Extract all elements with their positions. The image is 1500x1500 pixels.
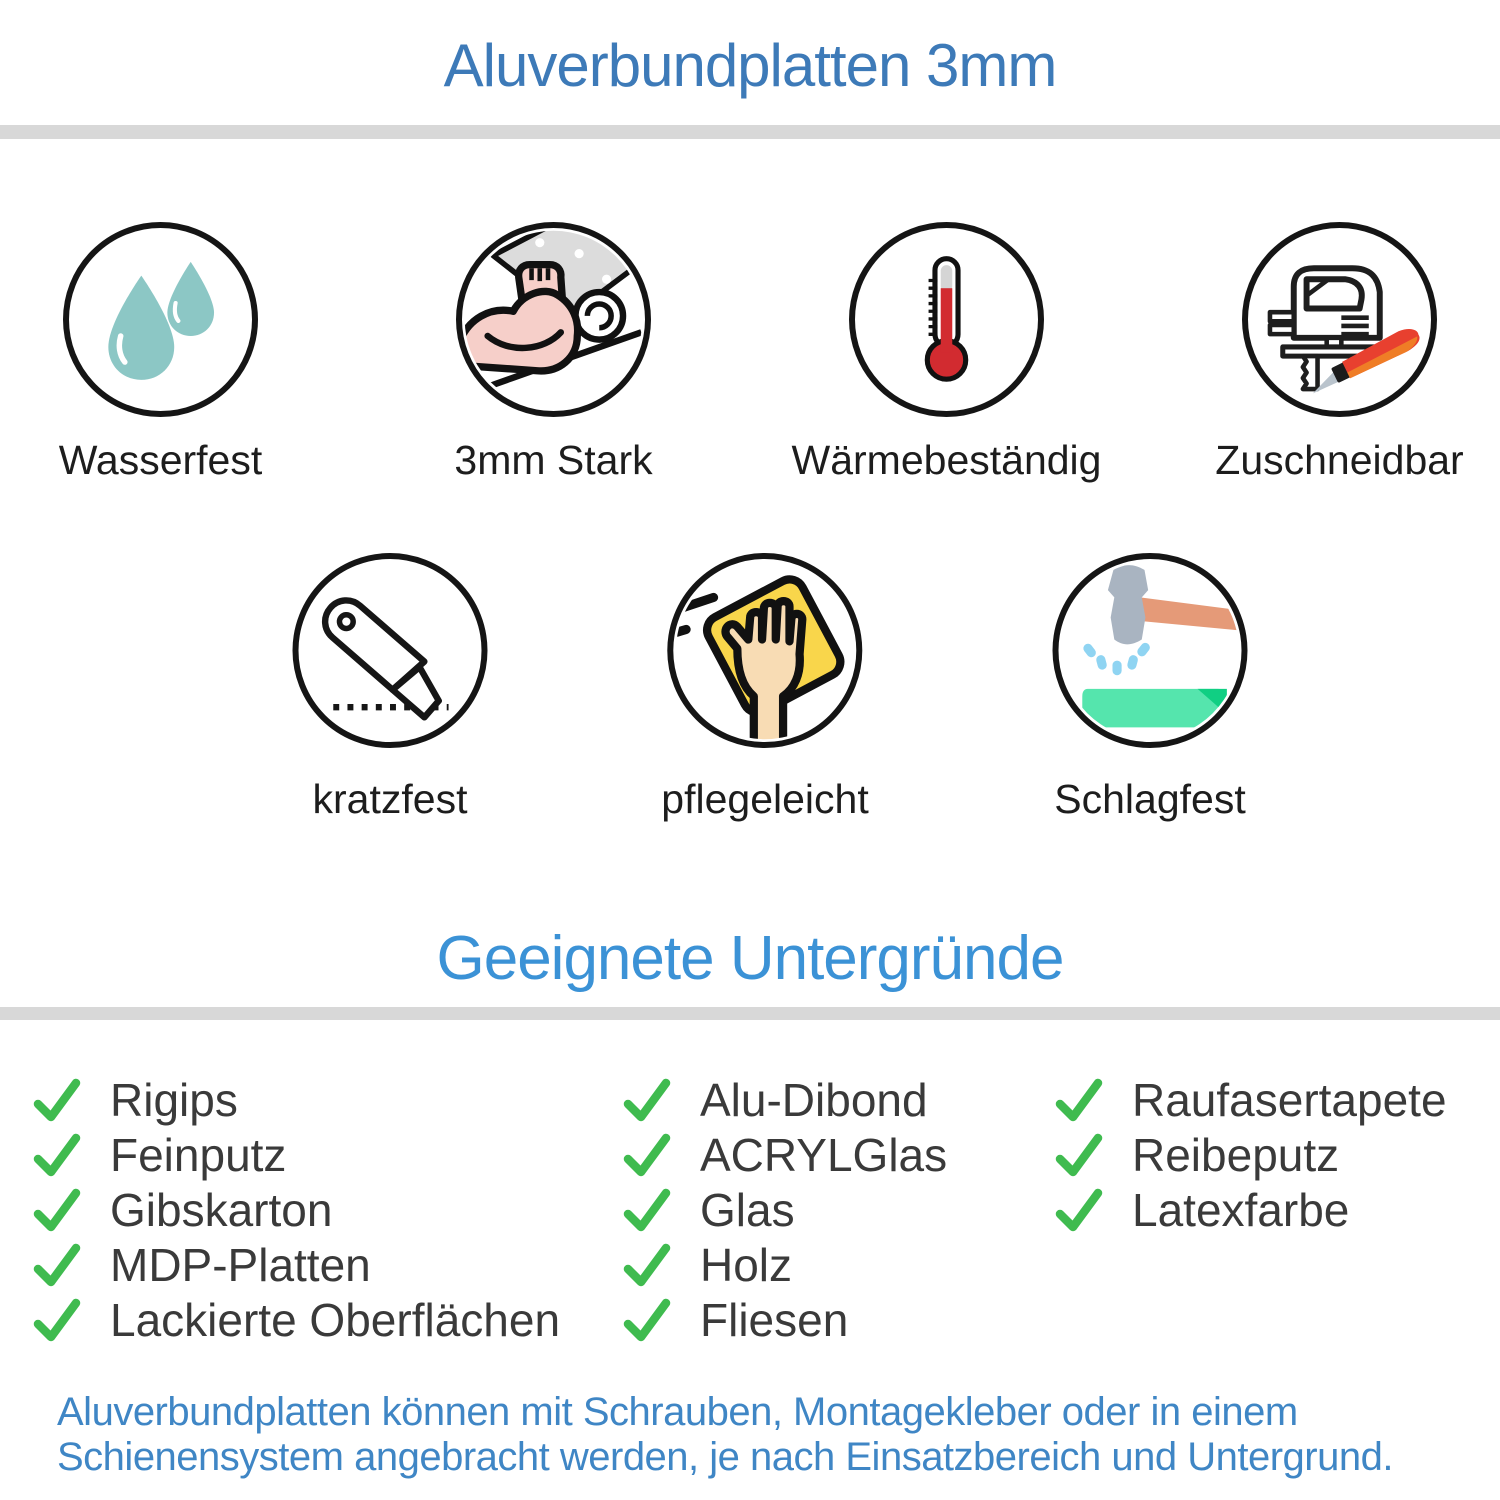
substrate-label: MDP-Platten xyxy=(110,1238,371,1291)
page-title: Aluverbundplatten 3mm xyxy=(443,32,1057,99)
divider-top xyxy=(0,125,1500,139)
substrate-item xyxy=(620,1237,947,1292)
substrate-item xyxy=(620,1072,947,1127)
substrate-label: Holz xyxy=(700,1238,793,1291)
muscle-arm-panel-icon xyxy=(456,222,651,417)
check-icon xyxy=(1052,1128,1106,1182)
substrate-column-1 xyxy=(30,1072,560,1347)
substrate-item xyxy=(30,1292,560,1347)
jigsaw-knife-icon xyxy=(1242,222,1437,417)
feature-label: pflegeleicht xyxy=(661,776,869,822)
feature-item xyxy=(456,222,651,484)
check-icon xyxy=(30,1183,84,1237)
substrate-label: Raufasertapete xyxy=(1132,1073,1447,1126)
check-icon xyxy=(30,1238,84,1292)
check-icon xyxy=(30,1128,84,1182)
water-drops-icon xyxy=(63,222,258,417)
mounting-note-line: Aluverbundplatten können mit Schrauben, Montagekleber oder in einem xyxy=(57,1390,1298,1434)
feature-label: Schlagfest xyxy=(1054,776,1246,822)
mounting-note xyxy=(57,1390,1393,1480)
substrate-label: Glas xyxy=(700,1183,795,1236)
substrate-item xyxy=(30,1072,560,1127)
substrate-item xyxy=(30,1182,560,1237)
feature-label: kratzfest xyxy=(312,776,468,822)
divider-middle xyxy=(0,1007,1500,1020)
substrate-label: Rigips xyxy=(110,1073,238,1126)
substrate-label: Reibeputz xyxy=(1132,1128,1340,1181)
hand-cloth-icon xyxy=(668,553,863,748)
check-icon xyxy=(30,1293,84,1347)
feature-item xyxy=(1215,222,1464,484)
substrate-item xyxy=(620,1292,947,1347)
substrate-column-3 xyxy=(1052,1072,1447,1237)
section-title: Geeignete Untergründe xyxy=(436,924,1064,993)
check-icon xyxy=(620,1293,674,1347)
check-icon xyxy=(1052,1183,1106,1237)
substrate-item xyxy=(620,1182,947,1237)
check-icon xyxy=(620,1183,674,1237)
check-icon xyxy=(620,1128,674,1182)
hammer-impact-icon xyxy=(1053,553,1248,748)
utility-knife-icon xyxy=(293,553,488,748)
feature-item xyxy=(1053,553,1248,823)
check-icon xyxy=(30,1073,84,1127)
substrate-item xyxy=(1052,1182,1447,1237)
check-icon xyxy=(1052,1073,1106,1127)
substrate-label: ACRYLGlas xyxy=(700,1128,948,1181)
substrate-item xyxy=(30,1127,560,1182)
feature-label: 3mm Stark xyxy=(454,437,653,483)
feature-row-1 xyxy=(0,222,1500,484)
substrate-label: Fliesen xyxy=(700,1293,849,1346)
mounting-note-line: Schienensystem angebracht werden, je nach Einsatzbereich und Untergrund. xyxy=(57,1435,1393,1479)
substrate-label: Feinputz xyxy=(110,1128,287,1181)
substrate-label: Gibskarton xyxy=(110,1183,333,1236)
thermometer-icon xyxy=(849,222,1044,417)
substrate-item xyxy=(620,1127,947,1182)
substrate-label: Lackierte Oberflächen xyxy=(110,1293,561,1346)
substrate-item xyxy=(30,1237,560,1292)
substrate-label: Alu-Dibond xyxy=(700,1073,928,1126)
substrate-label: Latexfarbe xyxy=(1132,1183,1350,1236)
feature-label: Wärmebeständig xyxy=(791,437,1102,483)
substrate-item xyxy=(1052,1072,1447,1127)
feature-label: Wasserfest xyxy=(58,437,263,483)
feature-item xyxy=(58,222,263,484)
feature-item xyxy=(791,222,1102,484)
substrate-item xyxy=(1052,1127,1447,1182)
feature-item xyxy=(661,553,868,823)
check-icon xyxy=(620,1073,674,1127)
feature-label: Zuschneidbar xyxy=(1215,437,1464,483)
substrate-column-2 xyxy=(620,1072,947,1347)
feature-item xyxy=(293,553,488,823)
check-icon xyxy=(620,1238,674,1292)
